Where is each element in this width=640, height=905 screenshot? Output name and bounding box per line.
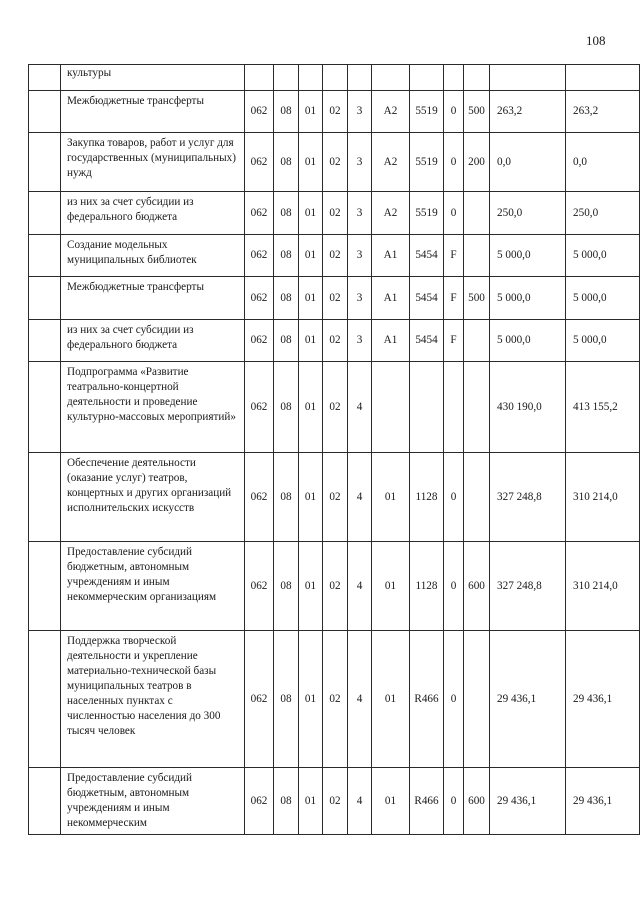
row-name: Поддержка творческой деятельности и укрепление материально-технической базы муниципальных театров в населенных пунктах с численностью населения до 300 тысяч человек	[61, 631, 245, 768]
table-row	[29, 453, 640, 542]
cell-code: R466	[410, 631, 444, 768]
row-index-cell	[29, 235, 61, 277]
cell-code	[464, 320, 490, 362]
cell-code: 08	[274, 277, 299, 320]
cell-code: А1	[372, 235, 410, 277]
table-row	[29, 362, 640, 453]
cell-code: 062	[245, 320, 274, 362]
cell-amount: 430 190,0	[490, 362, 566, 453]
cell-code: 01	[299, 192, 323, 235]
cell-code	[464, 235, 490, 277]
cell-code: 600	[464, 768, 490, 835]
cell-code: 08	[274, 453, 299, 542]
cell-code: 01	[299, 235, 323, 277]
cell-code: 0	[444, 192, 464, 235]
row-name: из них за счет субсидии из федерального бюджета	[61, 320, 245, 362]
cell-code: А2	[372, 133, 410, 192]
cell-amount: 0,0	[566, 133, 640, 192]
cell-code: 02	[323, 542, 348, 631]
cell-code: 08	[274, 320, 299, 362]
row-name: Создание модельных муниципальных библиотек	[61, 235, 245, 277]
cell-code: 1128	[410, 453, 444, 542]
cell-code: 01	[299, 91, 323, 133]
cell-amount: 29 436,1	[490, 631, 566, 768]
cell-code: 01	[299, 631, 323, 768]
cell-code: 1128	[410, 542, 444, 631]
cell-code: 4	[348, 362, 372, 453]
cell-code: 5519	[410, 192, 444, 235]
cell-code: 01	[299, 453, 323, 542]
cell-code: 5519	[410, 91, 444, 133]
cell-code: 01	[299, 277, 323, 320]
cell-amount: 5 000,0	[566, 320, 640, 362]
cell-code: А1	[372, 277, 410, 320]
table-row	[29, 631, 640, 768]
cell-code: 3	[348, 91, 372, 133]
table-row	[29, 768, 640, 835]
row-index-cell	[29, 65, 61, 91]
cell-code: 5519	[410, 133, 444, 192]
cell-code: 08	[274, 235, 299, 277]
table-row	[29, 133, 640, 192]
cell-amount: 413 155,2	[566, 362, 640, 453]
table-row	[29, 65, 640, 91]
cell-amount: 250,0	[566, 192, 640, 235]
cell-code: 500	[464, 277, 490, 320]
cell-code	[323, 65, 348, 91]
cell-code: F	[444, 320, 464, 362]
cell-code	[444, 65, 464, 91]
cell-code: 3	[348, 133, 372, 192]
cell-code: 062	[245, 362, 274, 453]
cell-code: 600	[464, 542, 490, 631]
cell-amount: 0,0	[490, 133, 566, 192]
cell-code: 02	[323, 362, 348, 453]
cell-code: 08	[274, 631, 299, 768]
cell-code: 5454	[410, 235, 444, 277]
table-row	[29, 320, 640, 362]
row-index-cell	[29, 192, 61, 235]
cell-code: 01	[299, 133, 323, 192]
cell-amount: 5 000,0	[566, 277, 640, 320]
cell-code	[245, 65, 274, 91]
cell-code	[444, 362, 464, 453]
cell-code	[274, 65, 299, 91]
cell-code	[348, 65, 372, 91]
cell-code: 062	[245, 91, 274, 133]
cell-code	[464, 65, 490, 91]
cell-code: 08	[274, 542, 299, 631]
cell-code: 0	[444, 91, 464, 133]
cell-amount: 5 000,0	[490, 235, 566, 277]
cell-code: 5454	[410, 320, 444, 362]
cell-code: 0	[444, 542, 464, 631]
row-name: культуры	[61, 65, 245, 91]
cell-code: А2	[372, 192, 410, 235]
cell-code: 02	[323, 235, 348, 277]
cell-code	[464, 192, 490, 235]
cell-code: 02	[323, 768, 348, 835]
cell-code: 02	[323, 320, 348, 362]
cell-amount: 310 214,0	[566, 453, 640, 542]
cell-code: 08	[274, 192, 299, 235]
row-name: Подпрограмма «Развитие театрально-концертной деятельности и проведение культурно-массовых мероприятий»	[61, 362, 245, 453]
budget-table	[28, 64, 640, 835]
cell-code: 01	[299, 362, 323, 453]
cell-code: 3	[348, 235, 372, 277]
cell-code	[299, 65, 323, 91]
cell-code: 4	[348, 631, 372, 768]
row-index-cell	[29, 362, 61, 453]
cell-code: 08	[274, 362, 299, 453]
row-index-cell	[29, 277, 61, 320]
cell-code: 062	[245, 453, 274, 542]
cell-code: 0	[444, 631, 464, 768]
cell-code: 062	[245, 277, 274, 320]
cell-code: 02	[323, 192, 348, 235]
row-name: Межбюджетные трансферты	[61, 91, 245, 133]
cell-code: 062	[245, 768, 274, 835]
cell-code	[372, 65, 410, 91]
cell-code	[410, 362, 444, 453]
cell-amount	[490, 65, 566, 91]
cell-code: 062	[245, 133, 274, 192]
cell-code: 0	[444, 133, 464, 192]
cell-code	[410, 65, 444, 91]
cell-code: 4	[348, 768, 372, 835]
cell-code: 3	[348, 192, 372, 235]
cell-code	[464, 362, 490, 453]
row-name: Обеспечение деятельности (оказание услуг) театров, концертных и других организаций исполнительских искусств	[61, 453, 245, 542]
table-row	[29, 542, 640, 631]
cell-amount: 29 436,1	[490, 768, 566, 835]
cell-amount: 327 248,8	[490, 542, 566, 631]
cell-amount: 263,2	[566, 91, 640, 133]
row-index-cell	[29, 631, 61, 768]
table-body	[29, 65, 640, 835]
cell-code: 062	[245, 235, 274, 277]
table-row	[29, 235, 640, 277]
cell-code: 3	[348, 277, 372, 320]
cell-code: 01	[299, 320, 323, 362]
cell-code: 062	[245, 542, 274, 631]
cell-code: 200	[464, 133, 490, 192]
cell-code: 01	[372, 453, 410, 542]
row-index-cell	[29, 542, 61, 631]
cell-code: R466	[410, 768, 444, 835]
cell-code: 01	[372, 542, 410, 631]
cell-code: 08	[274, 133, 299, 192]
cell-code: 01	[299, 542, 323, 631]
cell-code: 01	[372, 631, 410, 768]
row-index-cell	[29, 453, 61, 542]
cell-code: 4	[348, 453, 372, 542]
cell-code: 02	[323, 453, 348, 542]
cell-code: А1	[372, 320, 410, 362]
cell-amount: 29 436,1	[566, 768, 640, 835]
row-index-cell	[29, 91, 61, 133]
cell-code	[372, 362, 410, 453]
cell-amount: 5 000,0	[490, 277, 566, 320]
cell-code	[464, 631, 490, 768]
row-name: Закупка товаров, работ и услуг для государственных (муниципальных) нужд	[61, 133, 245, 192]
cell-code: 0	[444, 453, 464, 542]
cell-code: А2	[372, 91, 410, 133]
row-name: Межбюджетные трансферты	[61, 277, 245, 320]
cell-code: 4	[348, 542, 372, 631]
cell-code: 5454	[410, 277, 444, 320]
row-name: Предоставление субсидий бюджетным, автономным учреждениям и иным некоммерческим	[61, 768, 245, 835]
row-name: из них за счет субсидии из федерального бюджета	[61, 192, 245, 235]
cell-amount: 327 248,8	[490, 453, 566, 542]
cell-code: 02	[323, 91, 348, 133]
cell-code: 08	[274, 91, 299, 133]
cell-code: 01	[372, 768, 410, 835]
row-index-cell	[29, 768, 61, 835]
row-index-cell	[29, 133, 61, 192]
cell-amount: 5 000,0	[566, 235, 640, 277]
cell-code: 3	[348, 320, 372, 362]
cell-code: F	[444, 235, 464, 277]
cell-amount	[566, 65, 640, 91]
cell-amount: 250,0	[490, 192, 566, 235]
cell-code: 02	[323, 631, 348, 768]
row-name: Предоставление субсидий бюджетным, автономным учреждениям и иным некоммерческим организациям	[61, 542, 245, 631]
row-index-cell	[29, 320, 61, 362]
cell-amount: 263,2	[490, 91, 566, 133]
cell-code: 08	[274, 768, 299, 835]
table-row	[29, 192, 640, 235]
cell-code: 500	[464, 91, 490, 133]
cell-amount: 29 436,1	[566, 631, 640, 768]
page-number: 108	[586, 33, 606, 48]
cell-code: F	[444, 277, 464, 320]
cell-code: 02	[323, 277, 348, 320]
cell-amount: 310 214,0	[566, 542, 640, 631]
cell-code: 02	[323, 133, 348, 192]
cell-code: 062	[245, 631, 274, 768]
cell-code	[464, 453, 490, 542]
cell-code: 01	[299, 768, 323, 835]
cell-code: 0	[444, 768, 464, 835]
table-row	[29, 91, 640, 133]
cell-amount: 5 000,0	[490, 320, 566, 362]
cell-code: 062	[245, 192, 274, 235]
table-row	[29, 277, 640, 320]
